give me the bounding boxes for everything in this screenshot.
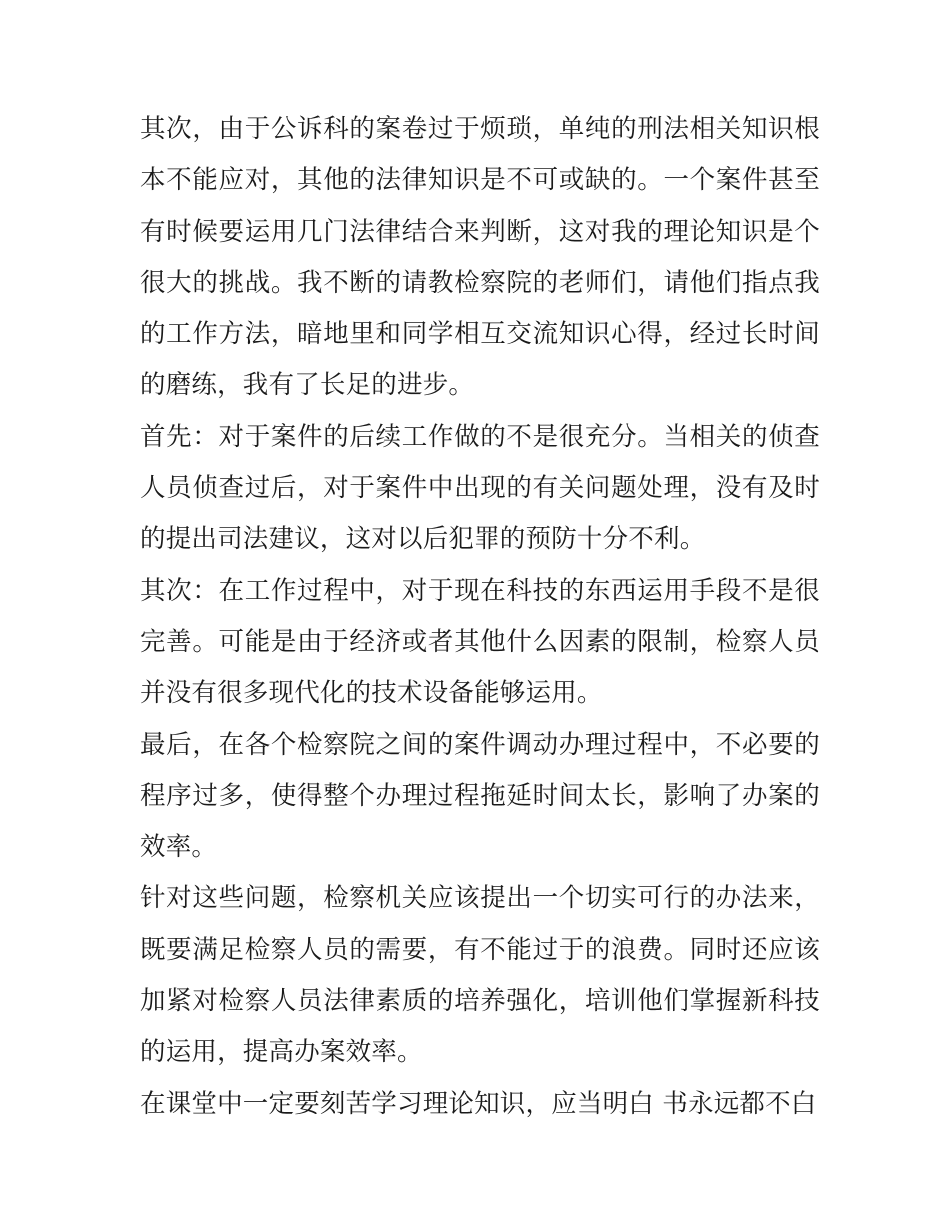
paragraph-4: 最后，在各个检察院之间的案件调动办理过程中，不必要的程序过多，使得整个办理过程拖延时间太长，影响了办案的效率。 [140,729,820,863]
paragraph-1: 其次，由于公诉科的案卷过于烦琐，单纯的刑法相关知识根本不能应对，其他的法律知识是不可或缺的。一个案件甚至有时候要运用几门法律结合来判断，这对我的理论知识是个很大的挑战。我不断的请教检察院的老师们，请他们指点我的工作方法，暗地里和同学相互交流知识心得，经过长时间的磨练，我有了长足的进步。 [140,114,820,401]
paragraph-3: 其次：在工作过程中，对于现在科技的东西运用手段不是很完善。可能是由于经济或者其他什么因素的限制，检察人员并没有很多现代化的技术设备能够运用。 [140,575,820,709]
paragraph-5: 针对这些问题，检察机关应该提出一个切实可行的办法来，既要满足检察人员的需要，有不能过于的浪费。同时还应该加紧对检察人员法律素质的培养强化，培训他们掌握新科技的运用，提高办案效率。 [140,883,820,1068]
document-body [140,104,820,1130]
paragraph-2: 首先：对于案件的后续工作做的不是很充分。当相关的侦查人员侦查过后，对于案件中出现的有关问题处理，没有及时的提出司法建议，这对以后犯罪的预防十分不利。 [140,421,820,555]
paragraph-6: 在课堂中一定要刻苦学习理论知识，应当明白 书永远都不白 [140,1088,817,1119]
